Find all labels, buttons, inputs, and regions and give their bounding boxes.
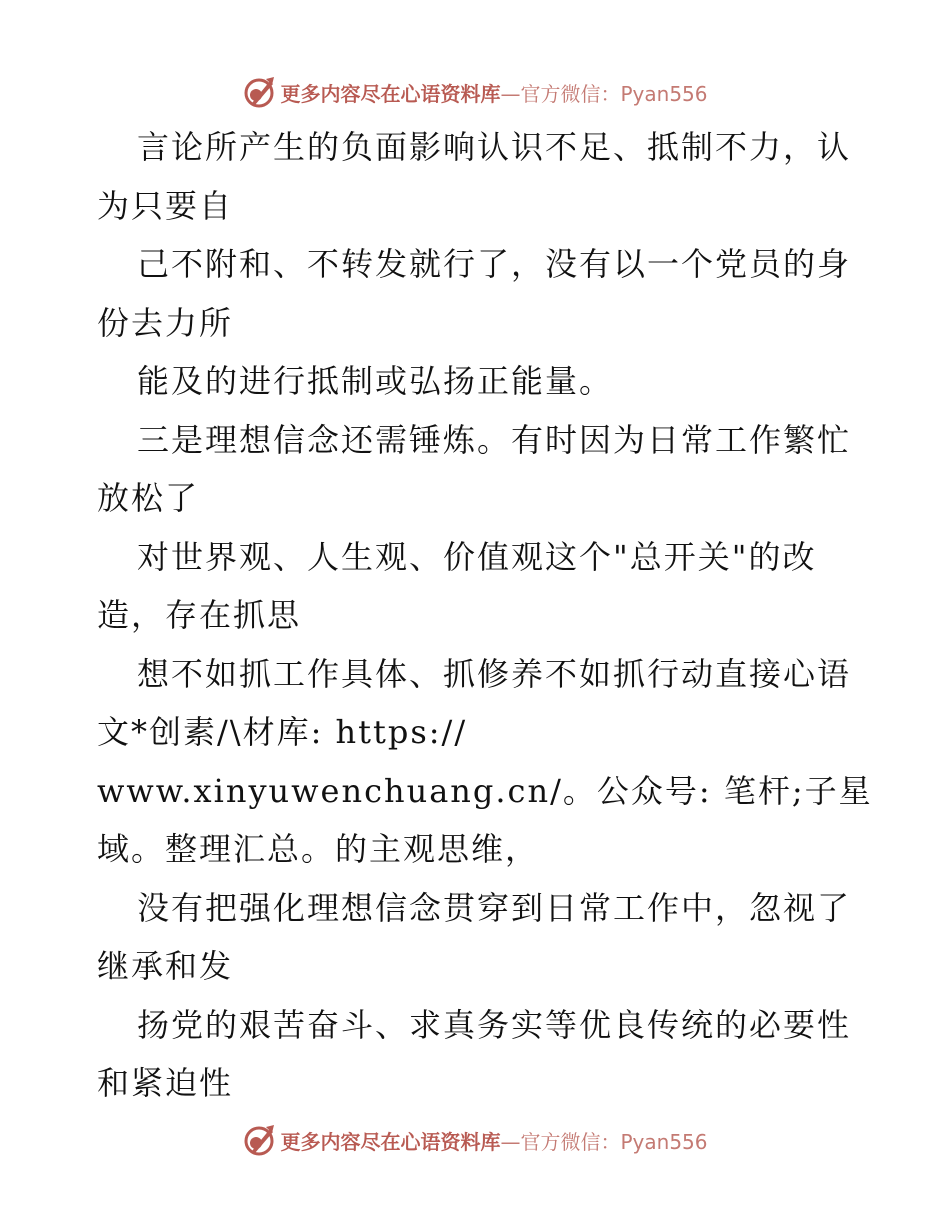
footer-brand: 更多内容尽在心语资料库 [280, 1129, 501, 1154]
header-wechat-id: Pyan556 [620, 81, 708, 106]
body-line: 域。整理汇总。的主观思维， [97, 830, 540, 868]
body-line: 放松了 [97, 479, 200, 517]
header-dash: — [500, 81, 521, 106]
body-line: 为只要自 [97, 186, 234, 225]
quill-circle-icon [242, 75, 276, 109]
body-line: 没有把强化理想信念贯穿到日常工作中，忽视了 [137, 888, 852, 927]
header-text [280, 78, 707, 107]
body-line: 言论所产生的负面影响认识不足、抵制不力，认 [137, 128, 852, 166]
footer-text [280, 1126, 707, 1155]
body-line: 扬党的艰苦奋斗、求真务实等优良传统的必要性 [137, 1005, 852, 1044]
body-line: 和紧迫性 [97, 1064, 234, 1102]
body-line: 份去力所 [97, 303, 234, 342]
body-line: www.xinyuwenchuang.cn/。公众号: 笔杆;子星 [97, 771, 873, 810]
body-line: 想不如抓工作具体、抓修养不如抓行动直接心语 [137, 654, 852, 693]
body-line: 造，存在抓思 [97, 596, 302, 634]
body-line: 能及的进行抵制或弘扬正能量。 [137, 362, 614, 400]
document-body [97, 118, 873, 1113]
footer-dash: — [500, 1129, 521, 1154]
body-line: 三是理想信念还需锤炼。有时因为日常工作繁忙 [137, 420, 852, 459]
footer-wechat-label: 官方微信： [520, 1129, 621, 1154]
header-wechat-label: 官方微信： [520, 81, 621, 106]
body-line: 继承和发 [97, 947, 234, 985]
body-line: 己不附和、不转发就行了，没有以一个党员的身 [137, 245, 852, 283]
footer-wechat-id: Pyan556 [620, 1129, 708, 1154]
body-line: 文*创素/\材库: https:// [97, 713, 468, 751]
body-line: 对世界观、人生观、价值观这个"总开关"的改 [137, 537, 817, 576]
header-brand: 更多内容尽在心语资料库 [280, 81, 501, 106]
quill-circle-icon [242, 1123, 276, 1157]
footer-banner [0, 1120, 950, 1160]
header-banner [0, 72, 950, 112]
